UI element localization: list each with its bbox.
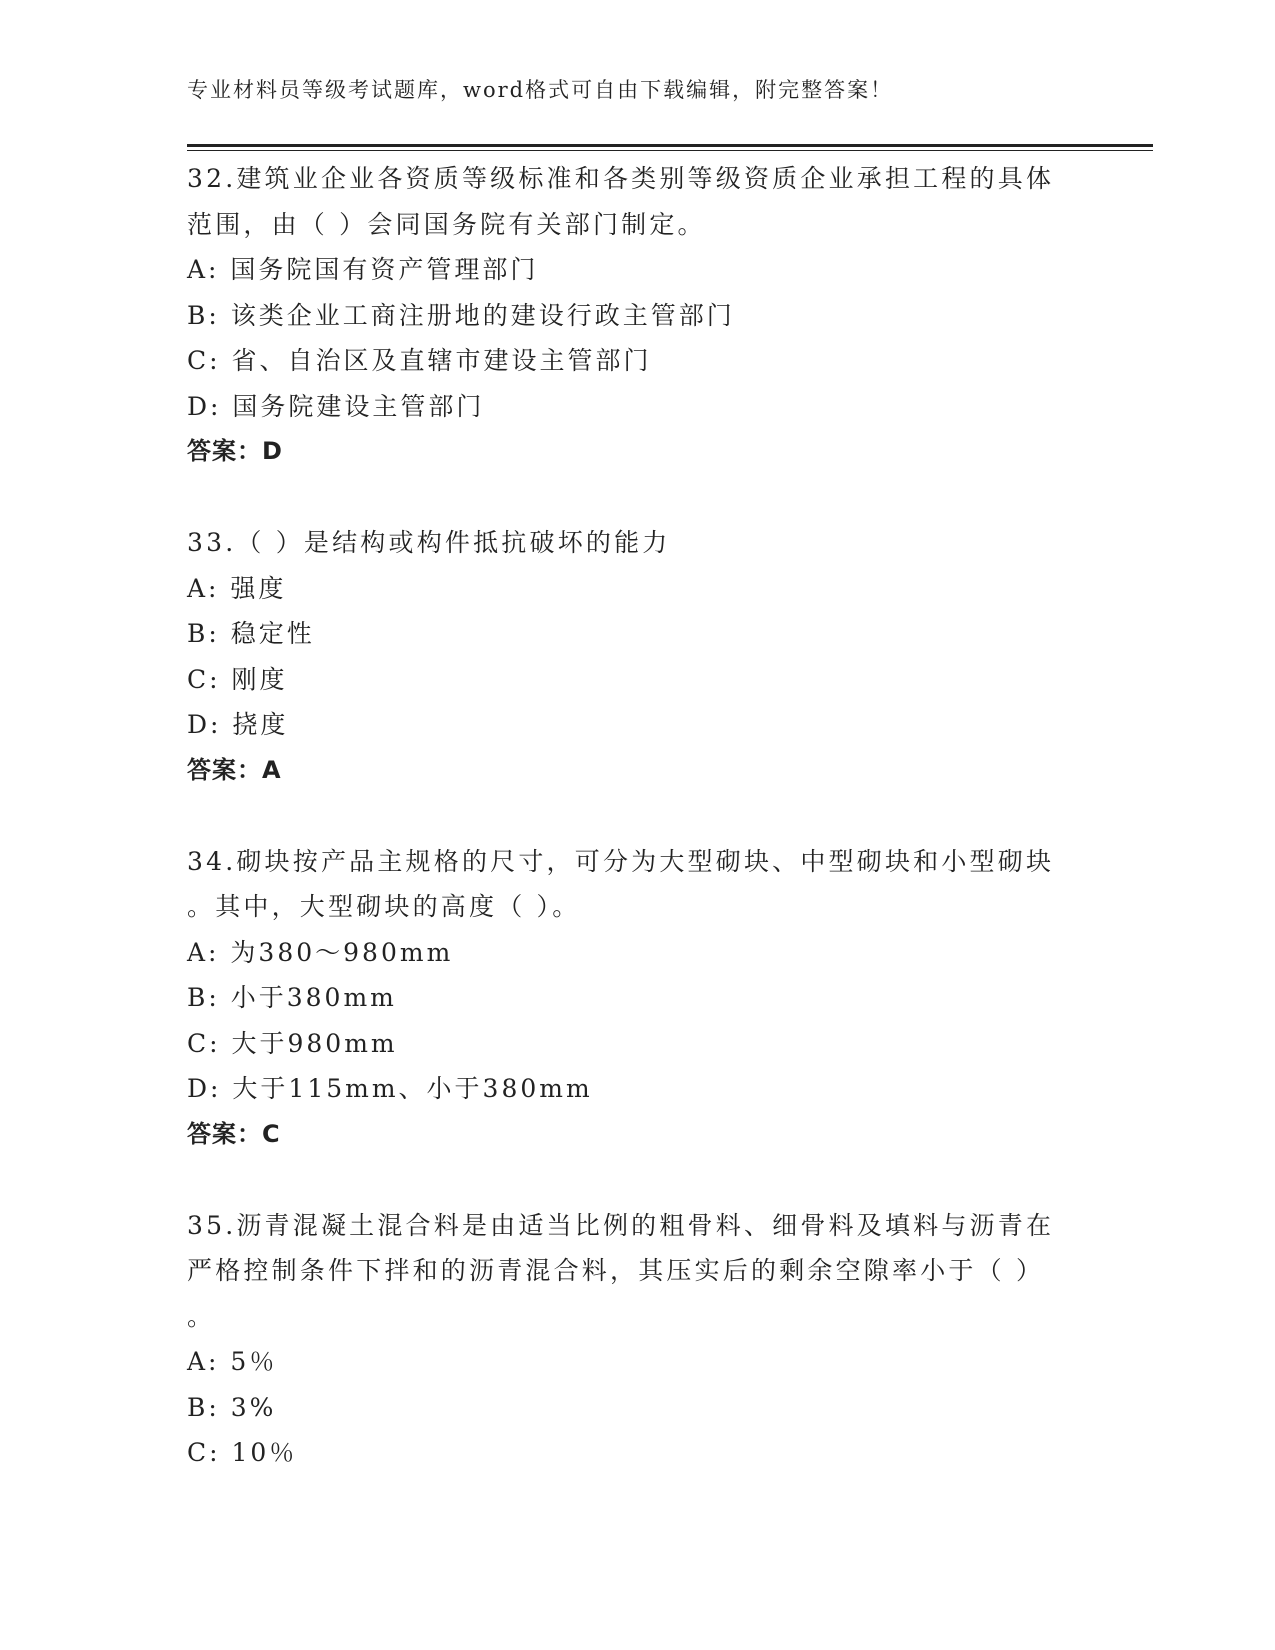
question-32 xyxy=(187,156,1087,475)
question-stem xyxy=(187,520,1087,566)
option-c: C: 刚度 xyxy=(187,664,288,694)
stem-line: 33.（ ）是结构或构件抵抗破坏的能力 xyxy=(187,528,671,557)
question-stem xyxy=(187,839,1087,930)
option-b: B: 该类企业工商注册地的建设行政主管部门 xyxy=(187,300,735,330)
stem-line: 。其中，大型砌块的高度（ ）。 xyxy=(187,892,581,921)
option-b: B: 小于380mm xyxy=(187,983,397,1012)
stem-line: 范围，由（ ）会同国务院有关部门制定。 xyxy=(187,209,706,239)
stem-line: 35.沥青混凝土混合料是由适当比例的粗骨料、细骨料及填料与沥青在 xyxy=(187,1210,1055,1240)
answer-label: 答案：D xyxy=(187,437,283,465)
option-c: C: 省、自治区及直辖市建设主管部门 xyxy=(187,346,652,375)
question-stem xyxy=(187,1203,1087,1340)
option-a: A: 强度 xyxy=(187,573,287,603)
stem-line: 32.建筑业企业各资质等级标准和各类别等级资质企业承担工程的具体 xyxy=(187,164,1055,193)
option-d: D: 大于115mm、小于380mm xyxy=(187,1074,593,1103)
option-d: D: 国务院建设主管部门 xyxy=(187,391,485,421)
header-divider-thick xyxy=(187,144,1153,147)
question-34 xyxy=(187,839,1087,1158)
stem-line: 34.砌块按产品主规格的尺寸，可分为大型砌块、中型砌块和小型砌块 xyxy=(187,846,1055,876)
question-33 xyxy=(187,520,1087,793)
option-a: A: 国务院国有资产管理部门 xyxy=(187,255,539,284)
question-35 xyxy=(187,1203,1087,1476)
answer-label: 答案：C xyxy=(187,1119,281,1148)
option-b: B: 稳定性 xyxy=(187,619,315,648)
option-a: A: 为380～980mm xyxy=(187,937,454,967)
option-b: B: 3% xyxy=(187,1392,277,1422)
question-list xyxy=(187,156,1087,1521)
page-header: 专业材料员等级考试题库，word格式可自由下载编辑，附完整答案！ xyxy=(187,78,894,102)
option-d: D: 挠度 xyxy=(187,710,289,739)
option-c: C: 10％ xyxy=(187,1438,298,1467)
option-a: A: 5％ xyxy=(187,1347,278,1376)
stem-line: 严格控制条件下拌和的沥青混合料，其压实后的剩余空隙率小于（ ） xyxy=(187,1256,1045,1285)
header-divider-thin xyxy=(187,150,1153,151)
question-stem xyxy=(187,156,1087,247)
option-c: C: 大于980mm xyxy=(187,1028,398,1058)
stem-line: 。 xyxy=(187,1301,216,1331)
answer-label: 答案：A xyxy=(187,755,282,784)
